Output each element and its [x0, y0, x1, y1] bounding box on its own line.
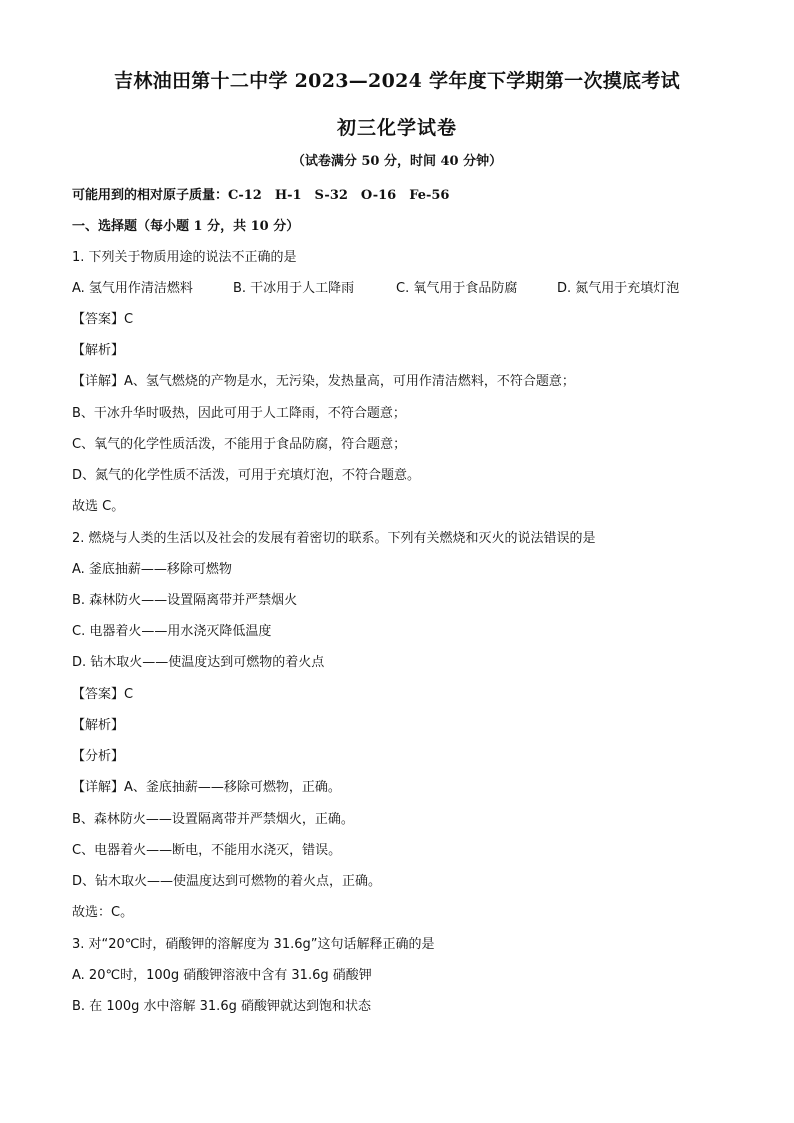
q1-option-d: D. 氮气用于充填灯泡 — [557, 281, 680, 296]
q1-option-b: B. 干冰用于人工降雨 — [233, 281, 355, 296]
q3-stem: 3. 对“20℃时，硝酸钾的溶解度为 31.6g”这句话解释正确的是 — [72, 937, 435, 952]
q2-option-d: D. 钻木取火——使温度达到可燃物的着火点 — [72, 655, 325, 670]
atomic-masses: 可能用到的相对原子质量：C-12 H-1 S-32 O-16 Fe-56 — [72, 188, 450, 203]
q3-option-b: B. 在 100g 水中溶解 31.6g 硝酸钾就达到饱和状态 — [72, 999, 371, 1014]
section-heading: 一、选择题（每小题 1 分，共 10 分） — [72, 219, 300, 234]
q2-answer: 【答案】C — [72, 687, 134, 702]
q2-option-c: C. 电器着火——用水浇灭降低温度 — [72, 624, 272, 639]
q1-option-c: C. 氧气用于食品防腐 — [396, 281, 518, 296]
q1-conclusion: 故选 C。 — [72, 499, 125, 514]
q2-detail-d: D、钻木取火——使温度达到可燃物的着火点，正确。 — [72, 874, 382, 889]
q1-detail-d: D、氮气的化学性质不活泼，可用于充填灯泡，不符合题意。 — [72, 468, 421, 483]
q2-conclusion: 故选：C。 — [72, 905, 134, 920]
exam-subtitle: 初三化学试卷 — [336, 117, 457, 139]
q2-detail-c: C、电器着火——断电，不能用水浇灭，错误。 — [72, 843, 342, 858]
q2-option-a: A. 釜底抽薪——移除可燃物 — [72, 562, 232, 577]
q2-detail-a: 【详解】A、釜底抽薪——移除可燃物，正确。 — [72, 780, 341, 795]
q2-option-b: B. 森林防火——设置隔离带并严禁烟火 — [72, 593, 298, 608]
q3-option-a: A. 20℃时，100g 硝酸钾溶液中含有 31.6g 硝酸钾 — [72, 968, 372, 983]
q1-stem: 1. 下列关于物质用途的说法不正确的是 — [72, 250, 297, 265]
q1-detail-b: B、干冰升华时吸热，因此可用于人工降雨，不符合题意； — [72, 406, 406, 421]
exam-title: 吉林油田第十二中学 2023—2024 学年度下学期第一次摸底考试 — [114, 70, 680, 92]
q1-detail-a: 【详解】A、氢气燃烧的产物是水，无污染，发热量高，可用作清洁燃料，不符合题意； — [72, 374, 575, 389]
q2-analysis: 【解析】 — [72, 718, 125, 733]
q2-detail-b: B、森林防火——设置隔离带并严禁烟火，正确。 — [72, 812, 354, 827]
q2-fenxi: 【分析】 — [72, 749, 125, 764]
q1-answer: 【答案】C — [72, 312, 134, 327]
q1-analysis: 【解析】 — [72, 343, 125, 358]
exam-note: （试卷满分 50 分，时间 40 分钟） — [291, 154, 503, 169]
q1-option-a: A. 氢气用作清洁燃料 — [72, 281, 193, 296]
q2-stem: 2. 燃烧与人类的生活以及社会的发展有着密切的联系。下列有关燃烧和灭火的说法错误的是 — [72, 531, 596, 546]
q1-detail-c: C、氧气的化学性质活泼，不能用于食品防腐，符合题意； — [72, 437, 407, 452]
